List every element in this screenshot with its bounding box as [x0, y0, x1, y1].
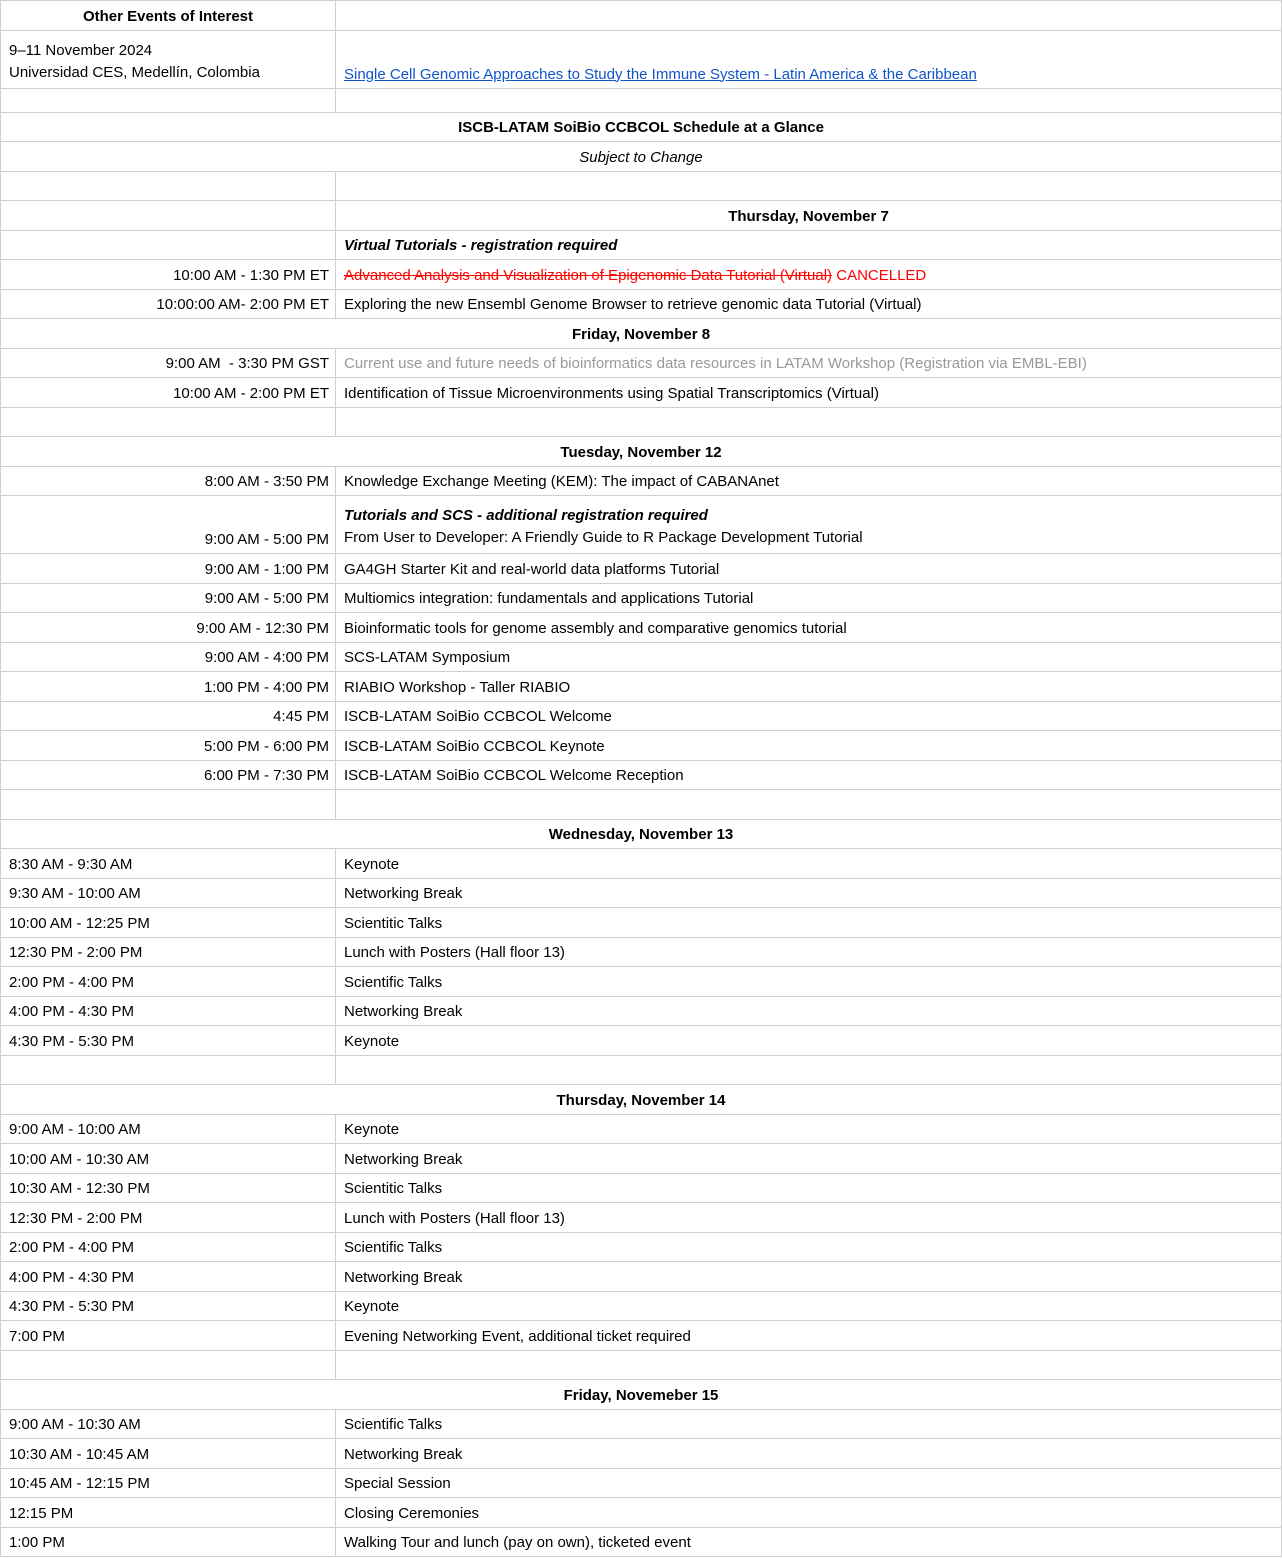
- event-link-cell: [336, 31, 1281, 88]
- time-cell: 2:00 PM - 4:00 PM: [1, 967, 336, 996]
- time-cell: 12:30 PM - 2:00 PM: [1, 1203, 336, 1232]
- table-row: [1, 1085, 1281, 1115]
- table-row: [1, 1321, 1281, 1351]
- table-row: [1, 1469, 1281, 1499]
- event-cell: Scientific Talks: [344, 1416, 443, 1433]
- table-row: [1, 201, 1281, 231]
- table-row: [1, 319, 1281, 349]
- time-cell: 9:00 AM - 5:00 PM: [1, 496, 336, 553]
- event-venue: Universidad CES, Medellín, Colombia: [9, 63, 260, 81]
- table-row: [1, 849, 1281, 879]
- cancelled-label: CANCELLED: [832, 266, 927, 284]
- table-row: [1, 378, 1281, 408]
- time-cell: 9:00 AM - 4:00 PM: [1, 643, 336, 672]
- time-cell: 6:00 PM - 7:30 PM: [1, 761, 336, 790]
- table-row: [1, 584, 1281, 614]
- empty-cell: [1, 408, 336, 437]
- table-row: [1, 731, 1281, 761]
- empty-cell: [1, 1351, 336, 1380]
- table-row: [1, 1498, 1281, 1528]
- event-cell: Scientific Talks: [344, 973, 443, 991]
- empty-cell: [336, 172, 1281, 201]
- day-header: Friday, November 8: [571, 325, 711, 343]
- table-row: [1, 1380, 1281, 1410]
- event-cell: Networking Break: [344, 1445, 463, 1463]
- event-cell: Scientitic Talks: [344, 1180, 443, 1197]
- time-cell: 1:00 PM - 4:00 PM: [1, 672, 336, 701]
- time-cell: 4:00 PM - 4:30 PM: [1, 997, 336, 1026]
- table-row: [1, 496, 1281, 554]
- day-header: Friday, Novemeber 15: [563, 1386, 719, 1404]
- table-row: [1, 1203, 1281, 1233]
- event-cell: Closing Ceremonies: [344, 1504, 480, 1522]
- time-cell: 10:30 AM - 10:45 AM: [1, 1439, 336, 1468]
- table-row: [1, 1439, 1281, 1469]
- other-events-header: Other Events of Interest: [1, 1, 336, 30]
- event-cell: Keynote: [344, 1032, 400, 1050]
- day-header: Thursday, November 7: [728, 207, 889, 225]
- section-note: Tutorials and SCS - additional registration required: [344, 507, 708, 524]
- event-cell: Keynote: [344, 1298, 400, 1315]
- time-cell: 10:00:00 AM- 2:00 PM ET: [1, 290, 336, 319]
- time-cell: 12:15 PM: [1, 1498, 336, 1527]
- empty-cell: [1, 790, 336, 819]
- time-cell: 2:00 PM - 4:00 PM: [1, 1233, 336, 1262]
- event-cell: Keynote: [344, 855, 400, 873]
- table-row: [1, 1174, 1281, 1204]
- event-cell: Networking Break: [344, 885, 463, 902]
- table-row: [1, 967, 1281, 997]
- event-cell: Current use and future needs of bioinformatics data resources in LATAM Workshop (Registration via EMBL-EBI): [344, 355, 1087, 372]
- time-cell: 7:00 PM: [1, 1321, 336, 1350]
- strikethrough-text: Advanced Analysis and Visualization of Epigenomic Data Tutorial (Virtual): [344, 266, 833, 284]
- time-cell: 8:00 AM - 3:50 PM: [1, 467, 336, 496]
- time-cell: 10:00 AM - 12:25 PM: [1, 908, 336, 937]
- table-row: [1, 761, 1281, 791]
- empty-cell: [1, 201, 336, 230]
- table-row: [1, 113, 1281, 143]
- time-cell: 5:00 PM - 6:00 PM: [1, 731, 336, 760]
- event-cell: Bioinformatic tools for genome assembly and comparative genomics tutorial: [344, 619, 847, 637]
- table-row: [1, 89, 1281, 113]
- table-row: [1, 820, 1281, 850]
- time-cell: 4:30 PM - 5:30 PM: [1, 1026, 336, 1055]
- table-row: [1, 643, 1281, 673]
- event-cell: Lunch with Posters (Hall floor 13): [344, 944, 565, 961]
- empty-cell: [1, 89, 336, 112]
- time-cell: 8:30 AM - 9:30 AM: [1, 849, 336, 878]
- schedule-subtitle: Subject to Change: [579, 148, 703, 166]
- event-cell: Walking Tour and lunch (pay on own), ticketed event: [344, 1534, 691, 1551]
- section-note: Virtual Tutorials - registration required: [344, 237, 618, 254]
- table-row: [1, 1144, 1281, 1174]
- time-cell: 10:30 AM - 12:30 PM: [1, 1174, 336, 1203]
- table-row: [1, 1351, 1281, 1381]
- time-cell: 10:45 AM - 12:15 PM: [1, 1469, 336, 1498]
- table-row: [1, 997, 1281, 1027]
- table-row: [1, 437, 1281, 467]
- table-row: [1, 172, 1281, 202]
- time-cell: 9:00 AM - 12:30 PM: [1, 613, 336, 642]
- event-cell: Knowledge Exchange Meeting (KEM): The impact of CABANAnet: [344, 473, 779, 490]
- table-row: [1, 408, 1281, 438]
- event-cell: Networking Break: [344, 1268, 463, 1286]
- table-row: [1, 1, 1281, 31]
- day-header: Thursday, November 14: [556, 1091, 726, 1109]
- table-row: [1, 142, 1281, 172]
- other-event-when-where: [1, 31, 336, 88]
- event-cell: Identification of Tissue Microenvironments using Spatial Transcriptomics (Virtual): [344, 384, 879, 402]
- table-row: [1, 790, 1281, 820]
- table-row: [1, 1026, 1281, 1056]
- time-cell: 9:00 AM - 3:30 PM GST: [1, 349, 336, 378]
- event-cell: Keynote: [344, 1121, 400, 1138]
- empty-cell: [336, 1351, 1281, 1380]
- event-cell: GA4GH Starter Kit and real-world data platforms Tutorial: [344, 560, 720, 578]
- time-cell: 10:00 AM - 1:30 PM ET: [1, 260, 336, 289]
- day-header: Wednesday, November 13: [548, 826, 734, 843]
- table-row: [1, 938, 1281, 968]
- table-row: [1, 1115, 1281, 1145]
- empty-cell: [336, 790, 1281, 819]
- event-cell: ISCB-LATAM SoiBio CCBCOL Welcome: [344, 708, 612, 725]
- event-cell: [336, 260, 1281, 289]
- time-cell: 4:30 PM - 5:30 PM: [1, 1292, 336, 1321]
- event-dates: 9–11 November 2024: [9, 41, 153, 59]
- time-cell: 9:00 AM - 1:00 PM: [1, 554, 336, 583]
- table-row: [1, 1056, 1281, 1086]
- event-text: From User to Developer: A Friendly Guide to R Package Development Tutorial: [344, 529, 863, 546]
- empty-cell: [1, 172, 336, 201]
- empty-cell: [1, 231, 336, 260]
- schedule-title: ISCB-LATAM SoiBio CCBCOL Schedule at a Glance: [458, 119, 824, 136]
- table-row: [1, 1262, 1281, 1292]
- time-cell: 1:00 PM: [1, 1528, 336, 1557]
- event-cell: Lunch with Posters (Hall floor 13): [344, 1209, 565, 1227]
- table-row: [1, 672, 1281, 702]
- empty-cell: [336, 1, 1281, 30]
- event-cell: Multiomics integration: fundamentals and applications Tutorial: [344, 590, 754, 607]
- table-row: [1, 290, 1281, 320]
- table-row: [1, 467, 1281, 497]
- event-cell: Networking Break: [344, 1003, 463, 1020]
- time-cell: 10:00 AM - 10:30 AM: [1, 1144, 336, 1173]
- table-row: [1, 1292, 1281, 1322]
- time-cell: 9:00 AM - 10:00 AM: [1, 1115, 336, 1144]
- table-row: [1, 1410, 1281, 1440]
- event-link[interactable]: Single Cell Genomic Approaches to Study the Immune System - Latin America & the Caribbean: [344, 65, 977, 83]
- event-cell: ISCB-LATAM SoiBio CCBCOL Welcome Reception: [344, 767, 684, 784]
- empty-cell: [1, 1056, 336, 1085]
- table-row: [1, 1233, 1281, 1263]
- time-cell: 10:00 AM - 2:00 PM ET: [1, 378, 336, 407]
- empty-cell: [336, 408, 1281, 437]
- time-cell: 4:00 PM - 4:30 PM: [1, 1262, 336, 1291]
- event-cell: SCS-LATAM Symposium: [344, 649, 511, 666]
- event-cell: Networking Break: [344, 1150, 463, 1168]
- table-row: [1, 1528, 1281, 1558]
- table-row: [1, 908, 1281, 938]
- empty-cell: [336, 89, 1281, 112]
- table-row: [1, 702, 1281, 732]
- event-cell: Special Session: [344, 1475, 451, 1492]
- day-header: Tuesday, November 12: [560, 443, 722, 461]
- time-cell: 9:00 AM - 10:30 AM: [1, 1410, 336, 1439]
- table-row: [1, 31, 1281, 89]
- event-cell: ISCB-LATAM SoiBio CCBCOL Keynote: [344, 737, 605, 755]
- time-cell: 9:00 AM - 5:00 PM: [1, 584, 336, 613]
- table-row: [1, 349, 1281, 379]
- event-cell: Scientific Talks: [344, 1239, 443, 1256]
- table-row: [1, 231, 1281, 261]
- event-cell: Exploring the new Ensembl Genome Browser to retrieve genomic data Tutorial (Virtual): [344, 296, 922, 313]
- time-cell: 4:45 PM: [1, 702, 336, 731]
- time-cell: 12:30 PM - 2:00 PM: [1, 938, 336, 967]
- table-row: [1, 613, 1281, 643]
- empty-cell: [336, 1056, 1281, 1085]
- table-row: [1, 554, 1281, 584]
- time-cell: 9:30 AM - 10:00 AM: [1, 879, 336, 908]
- event-cell: Evening Networking Event, additional ticket required: [344, 1327, 691, 1345]
- event-cell: RIABIO Workshop - Taller RIABIO: [344, 678, 571, 696]
- table-row: [1, 879, 1281, 909]
- event-cell: Scientitic Talks: [344, 914, 443, 932]
- table-row: [1, 260, 1281, 290]
- event-cell: [336, 496, 1281, 553]
